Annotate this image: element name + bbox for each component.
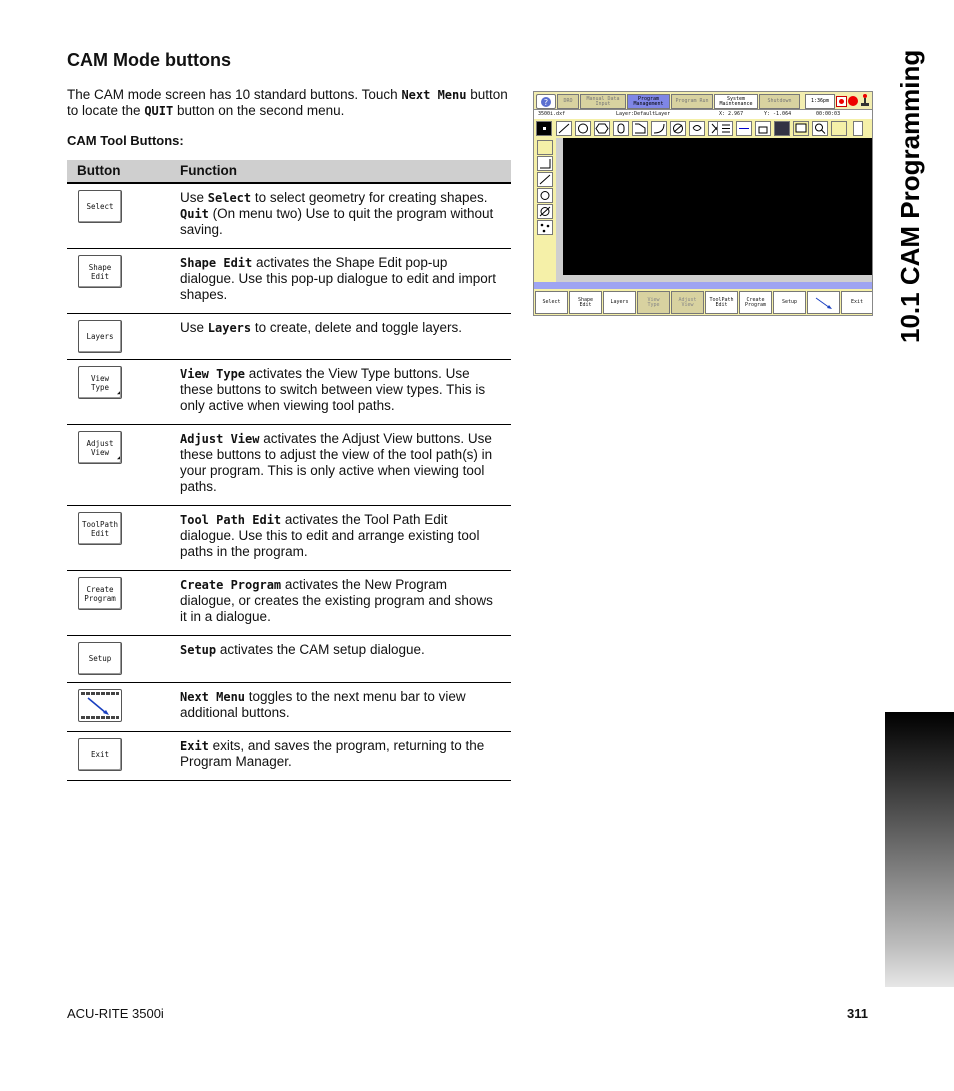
line-tool-icon[interactable]: [556, 121, 572, 136]
exit-button[interactable]: Exit: [78, 738, 122, 771]
select-button[interactable]: Select: [78, 190, 122, 223]
tab-manual-data-input[interactable]: Manual Data Input: [580, 94, 626, 109]
toolpath-edit-button[interactable]: ToolPath Edit: [78, 512, 122, 545]
screen-view-type-button[interactable]: View Type: [637, 291, 670, 314]
screen-adjust-view-button[interactable]: Adjust View: [671, 291, 704, 314]
function-description: Adjust View activates the Adjust View buttons. Use these buttons to adjust the view of the tool path(s) in your program. This is only active when viewing tool paths.: [180, 425, 511, 506]
cam-screen-screenshot: [533, 91, 873, 316]
intro-paragraph: [67, 87, 512, 119]
header-function: Function: [180, 160, 511, 183]
header-button: Button: [67, 160, 180, 183]
intro-keyword-quit: QUIT: [144, 104, 174, 118]
table-row: [67, 360, 511, 425]
table-row: [67, 183, 511, 249]
record-icon[interactable]: [848, 96, 858, 106]
screen-select-button[interactable]: Select: [535, 291, 568, 314]
function-description: Tool Path Edit activates the Tool Path Edit dialogue. Use this to edit and arrange existing tool paths in the program.: [180, 506, 511, 571]
import-tool-icon[interactable]: [755, 121, 771, 136]
arc-tool-icon[interactable]: [670, 121, 686, 136]
file-name: 3500i.dxf: [538, 111, 566, 117]
intro-text: button on the second menu.: [173, 103, 345, 118]
footer-product: ACU-RITE 3500i: [67, 1006, 164, 1021]
table-row: [67, 249, 511, 314]
layers-button[interactable]: Layers: [78, 320, 122, 353]
tab-system-maintenance[interactable]: System Maintenance: [714, 94, 758, 109]
function-description: Create Program activates the New Program dialogue, or creates the existing program and shows it in a dialogue.: [180, 571, 511, 636]
screen-shape-edit-button[interactable]: Shape Edit: [569, 291, 602, 314]
angle-icon[interactable]: [537, 156, 553, 171]
vertical-ruler: [556, 138, 563, 275]
tab-dro[interactable]: DRO: [557, 94, 579, 109]
table-row: [67, 683, 511, 732]
tab-program-management[interactable]: Program Management: [627, 94, 670, 109]
zoom-icon[interactable]: [812, 121, 828, 136]
screen-layers-button[interactable]: Layers: [603, 291, 636, 314]
side-gradient: [885, 712, 954, 987]
layer-name: Layer:DefaultLayer: [616, 111, 671, 117]
grid-icon[interactable]: [831, 121, 847, 136]
table-row: [67, 506, 511, 571]
table-header-row: [67, 160, 511, 183]
adjust-view-button[interactable]: Adjust View ◢: [78, 431, 122, 464]
circle-tool-icon[interactable]: [575, 121, 591, 136]
slot-tool-icon[interactable]: [613, 121, 629, 136]
stop-icon[interactable]: [836, 96, 847, 107]
intro-keyword-next-menu: Next Menu: [401, 88, 467, 102]
page-number: 311: [847, 1006, 868, 1021]
elapsed-time: 00:00:03: [816, 111, 841, 117]
function-description: View Type activates the View Type buttons. Use these buttons to switch between view types. This is only active when viewing tool paths.: [180, 360, 511, 425]
drawing-canvas[interactable]: [556, 138, 872, 275]
ruler-tool-icon[interactable]: [774, 121, 790, 136]
tab-shutdown[interactable]: Shutdown: [759, 94, 800, 109]
scroll-bar[interactable]: [534, 282, 872, 289]
create-program-button[interactable]: Create Program: [78, 577, 122, 610]
dimension-tool-icon[interactable]: [736, 121, 752, 136]
screen-setup-button[interactable]: Setup: [773, 291, 806, 314]
table-row: [67, 314, 511, 360]
table-row: [67, 636, 511, 683]
function-description: Use Layers to create, delete and toggle layers.: [180, 314, 511, 360]
fillet-tool-icon[interactable]: [651, 121, 667, 136]
function-description: Exit exits, and saves the program, returning to the Program Manager.: [180, 732, 511, 781]
screen-top-tabs: [534, 92, 872, 109]
triangle-icon: ◢: [116, 455, 120, 461]
function-description: Next Menu toggles to the next menu bar to view additional buttons.: [180, 683, 511, 732]
tangent-icon[interactable]: [537, 204, 553, 219]
tool-buttons-heading: CAM Tool Buttons:: [67, 133, 184, 148]
section-title: CAM Mode buttons: [67, 50, 231, 70]
setup-button[interactable]: Setup: [78, 642, 122, 675]
arrow-down-right-icon: [809, 293, 839, 313]
table-row: [67, 425, 511, 506]
x-readout: X: 2.967: [719, 111, 744, 117]
intersect-icon[interactable]: [537, 172, 553, 187]
help-button[interactable]: [536, 94, 556, 109]
joystick-icon: [861, 94, 869, 106]
intro-text: The CAM mode screen has 10 standard buttons. Touch: [67, 87, 402, 102]
table-row: [67, 571, 511, 636]
intro-text: button to locate the: [67, 87, 508, 118]
points-icon[interactable]: [537, 220, 553, 235]
center-icon[interactable]: [537, 188, 553, 203]
svg-text:?: ?: [543, 97, 549, 107]
drawing-toolbar: [534, 119, 872, 137]
cursor-icon[interactable]: [537, 140, 553, 155]
chamfer-tool-icon[interactable]: [632, 121, 648, 136]
trim-tool-icon[interactable]: [689, 121, 705, 136]
next-menu-button[interactable]: [78, 689, 122, 722]
screen-bottom-menu: [534, 290, 872, 315]
triangle-icon: ◢: [116, 390, 120, 396]
screen-create-program-button[interactable]: Create Program: [739, 291, 772, 314]
clock-display: 1:36pm: [805, 94, 835, 109]
more-icon[interactable]: [853, 121, 863, 136]
function-description: Use Select to select geometry for creating shapes. Quit (On menu two) Use to quit the program without saving.: [180, 183, 511, 249]
function-description: Shape Edit activates the Shape Edit pop-up dialogue. Use this pop-up dialogue to edit and import shapes.: [180, 249, 511, 314]
side-toolbar: [534, 138, 555, 284]
screen-toolpath-edit-button[interactable]: ToolPath Edit: [705, 291, 738, 314]
point-tool-icon[interactable]: [536, 121, 552, 136]
screen-exit-button[interactable]: Exit: [841, 291, 873, 314]
window-select-icon[interactable]: [793, 121, 809, 136]
arrow-down-right-icon: [79, 690, 121, 721]
screen-next-menu-button[interactable]: [807, 291, 840, 314]
shape-edit-button[interactable]: Shape Edit: [78, 255, 122, 288]
list-tool-icon[interactable]: [717, 121, 733, 136]
table-row: [67, 732, 511, 781]
polygon-tool-icon[interactable]: [594, 121, 610, 136]
tab-program-run[interactable]: Program Run: [671, 94, 713, 109]
y-readout: Y: -1.064: [764, 111, 792, 117]
function-description: Setup activates the CAM setup dialogue.: [180, 636, 511, 683]
horizontal-ruler: [556, 275, 872, 282]
view-type-button[interactable]: View Type ◢: [78, 366, 122, 399]
cam-buttons-table: [67, 160, 511, 781]
help-icon: [540, 96, 552, 108]
